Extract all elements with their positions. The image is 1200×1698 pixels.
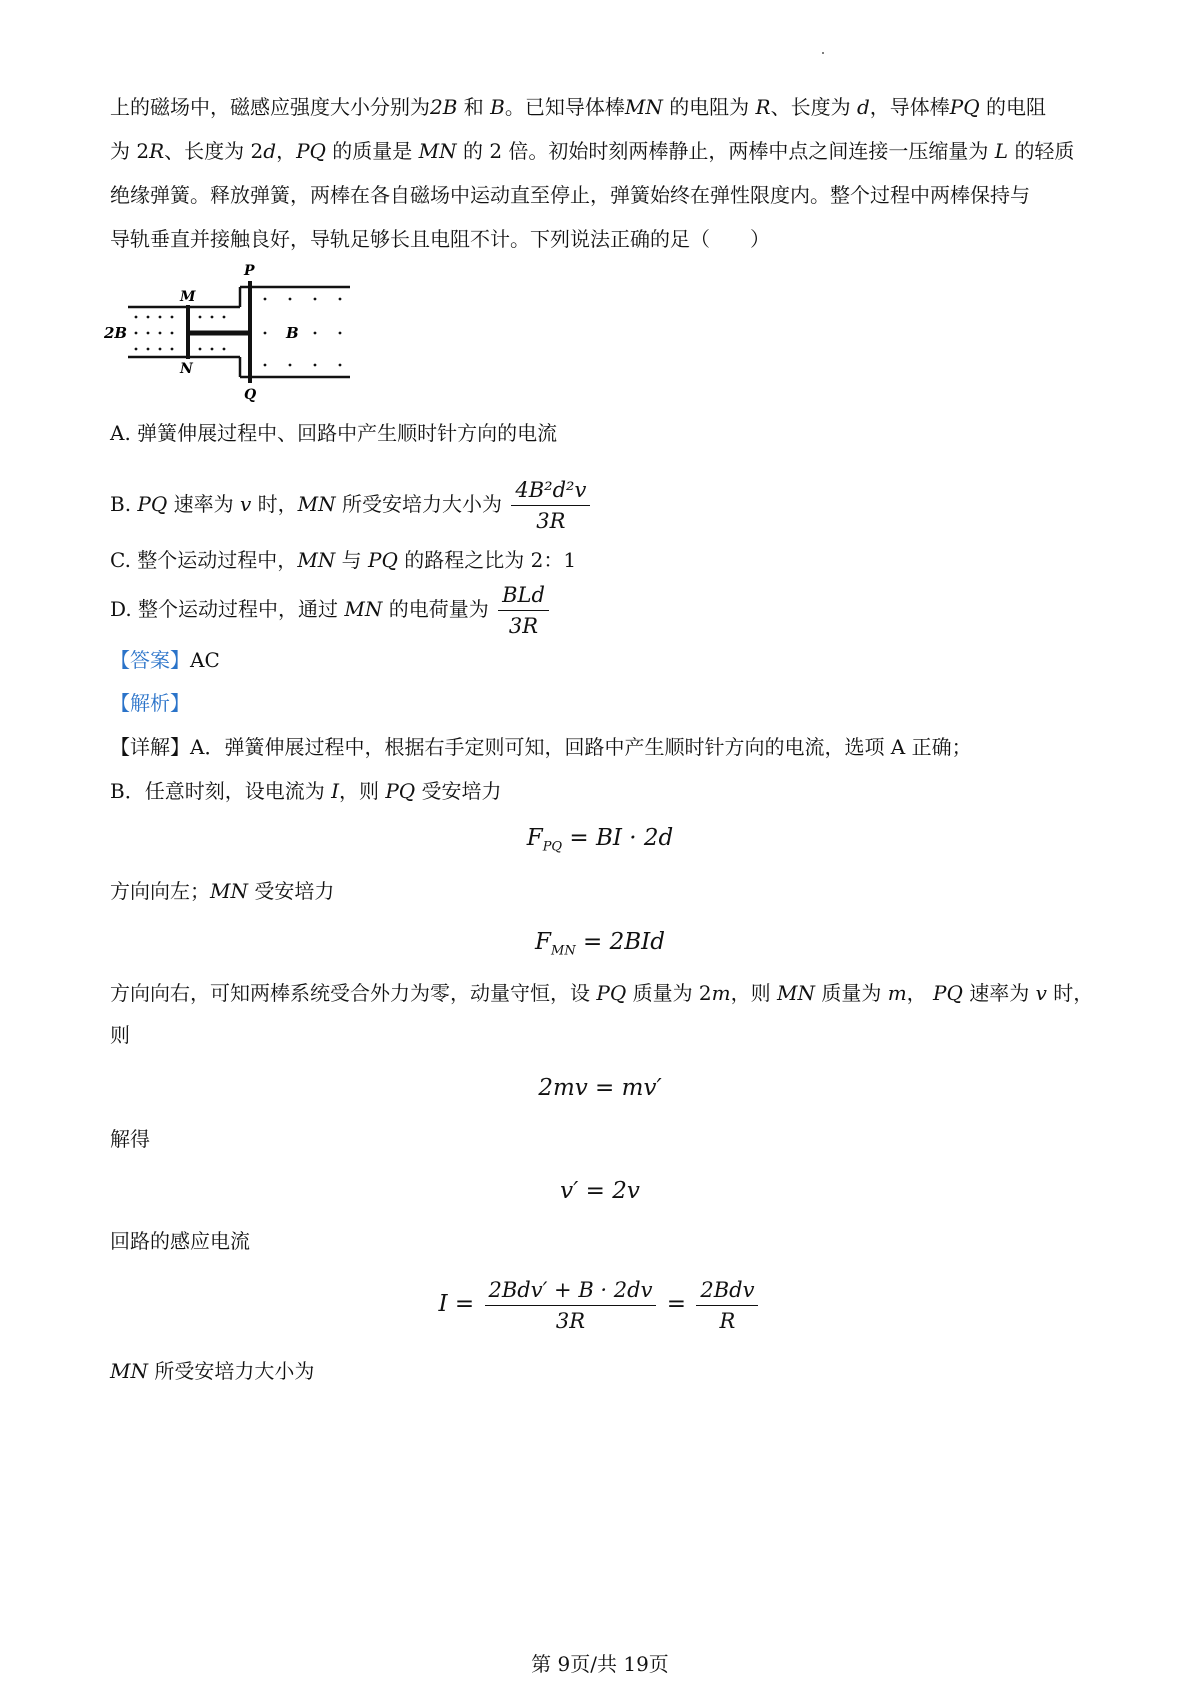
answer-value: AC — [190, 648, 220, 672]
detail-line-5: 则 — [110, 1023, 130, 1047]
answer-line — [110, 645, 220, 675]
page-footer: 第 9页/共 19页 — [531, 1652, 669, 1676]
answer-tag: 【答案】 — [110, 648, 190, 672]
stray-dot — [822, 52, 824, 54]
detail-line-1: 【详解】A．弹簧伸展过程中，根据右手定则可知，回路中产生顺时针方向的电流，选项 A 正确； — [110, 735, 972, 759]
option-d-fraction: $\frac{\text{BLd}}{3R}$ — [498, 582, 549, 639]
current-fraction-1: $\frac{\text{2Bdv′ + B · 2dv}}{3R}$ — [485, 1277, 657, 1334]
equation-f-pq: $F_{PQ}$ = BI · 2d — [526, 825, 674, 855]
option-c: C. 整个运动过程中，MN 与 PQ 的路程之比为 2：1 — [110, 548, 577, 572]
label-q: Q — [244, 387, 257, 403]
current-fraction-2: $\frac{\text{2Bdv}}{R}$ — [696, 1277, 758, 1334]
label-2b: 2B — [104, 324, 128, 342]
question-line-2: 为 2R、长度为 2d，PQ 的质量是 MN 的 2 倍。初始时刻两棒静止，两棒中点之间连接一压缩量为 L 的轻质 — [110, 139, 1075, 163]
equation-velocity: v′ = 2v — [560, 1178, 640, 1204]
circuit-figure — [100, 255, 370, 405]
question-line-4: 导轨垂直并接触良好，导轨足够长且电阻不计。下列说法正确的足（ ） — [110, 227, 770, 251]
question-line-1: 上的磁场中，磁感应强度大小分别为2B 和 B。已知导体棒MN 的电阻为 R、长度为 d，导体棒PQ 的电阻 — [110, 95, 1046, 119]
detail-line-2: B．任意时刻，设电流为 I，则 PQ 受安培力 — [110, 779, 502, 803]
label-n: N — [180, 361, 193, 377]
field-dots-right — [264, 298, 342, 367]
label-p: P — [244, 263, 255, 279]
option-b-fraction: $\frac{\text{4B²d²v}}{3R}$ — [511, 477, 590, 534]
option-a: A. 弹簧伸展过程中、回路中产生顺时针方向的电流 — [110, 421, 558, 445]
question-line-3: 绝缘弹簧。释放弹簧，两棒在各自磁场中运动直至停止，弹簧始终在弹性限度内。整个过程中两棒保持与 — [110, 183, 1030, 207]
option-d: D. 整个运动过程中，通过 MN 的电荷量为 $\frac{\text{BLd}}{3R}$ — [110, 580, 552, 639]
detail-line-8: MN 所受安培力大小为 — [110, 1359, 315, 1383]
analysis-tag: 【解析】 — [110, 691, 190, 715]
label-b: B — [286, 324, 299, 342]
option-b: B. PQ 速率为 v 时，MN 所受安培力大小为 $\frac{\text{4B²d²v}}{3R}$ — [110, 475, 593, 534]
detail-line-7: 回路的感应电流 — [110, 1229, 250, 1253]
equation-current: I = $\frac{\text{2Bdv′ + B · 2dv}}{3R}$ = $\frac{\text{2Bdv}}{R}$ — [0, 1274, 1200, 1334]
detail-line-3: 方向向左；MN 受安培力 — [110, 879, 335, 903]
detail-line-6: 解得 — [110, 1127, 150, 1151]
equation-f-mn: $F_{MN} = 2BId$ — [535, 929, 665, 959]
equation-momentum: 2mv = mv′ — [538, 1075, 662, 1101]
label-m: M — [180, 289, 196, 305]
detail-line-4: 方向向右，可知两棒系统受合外力为零，动量守恒，设 PQ 质量为 2m，则 MN 质量为 m， PQ 速率为 v 时， — [110, 981, 1094, 1005]
